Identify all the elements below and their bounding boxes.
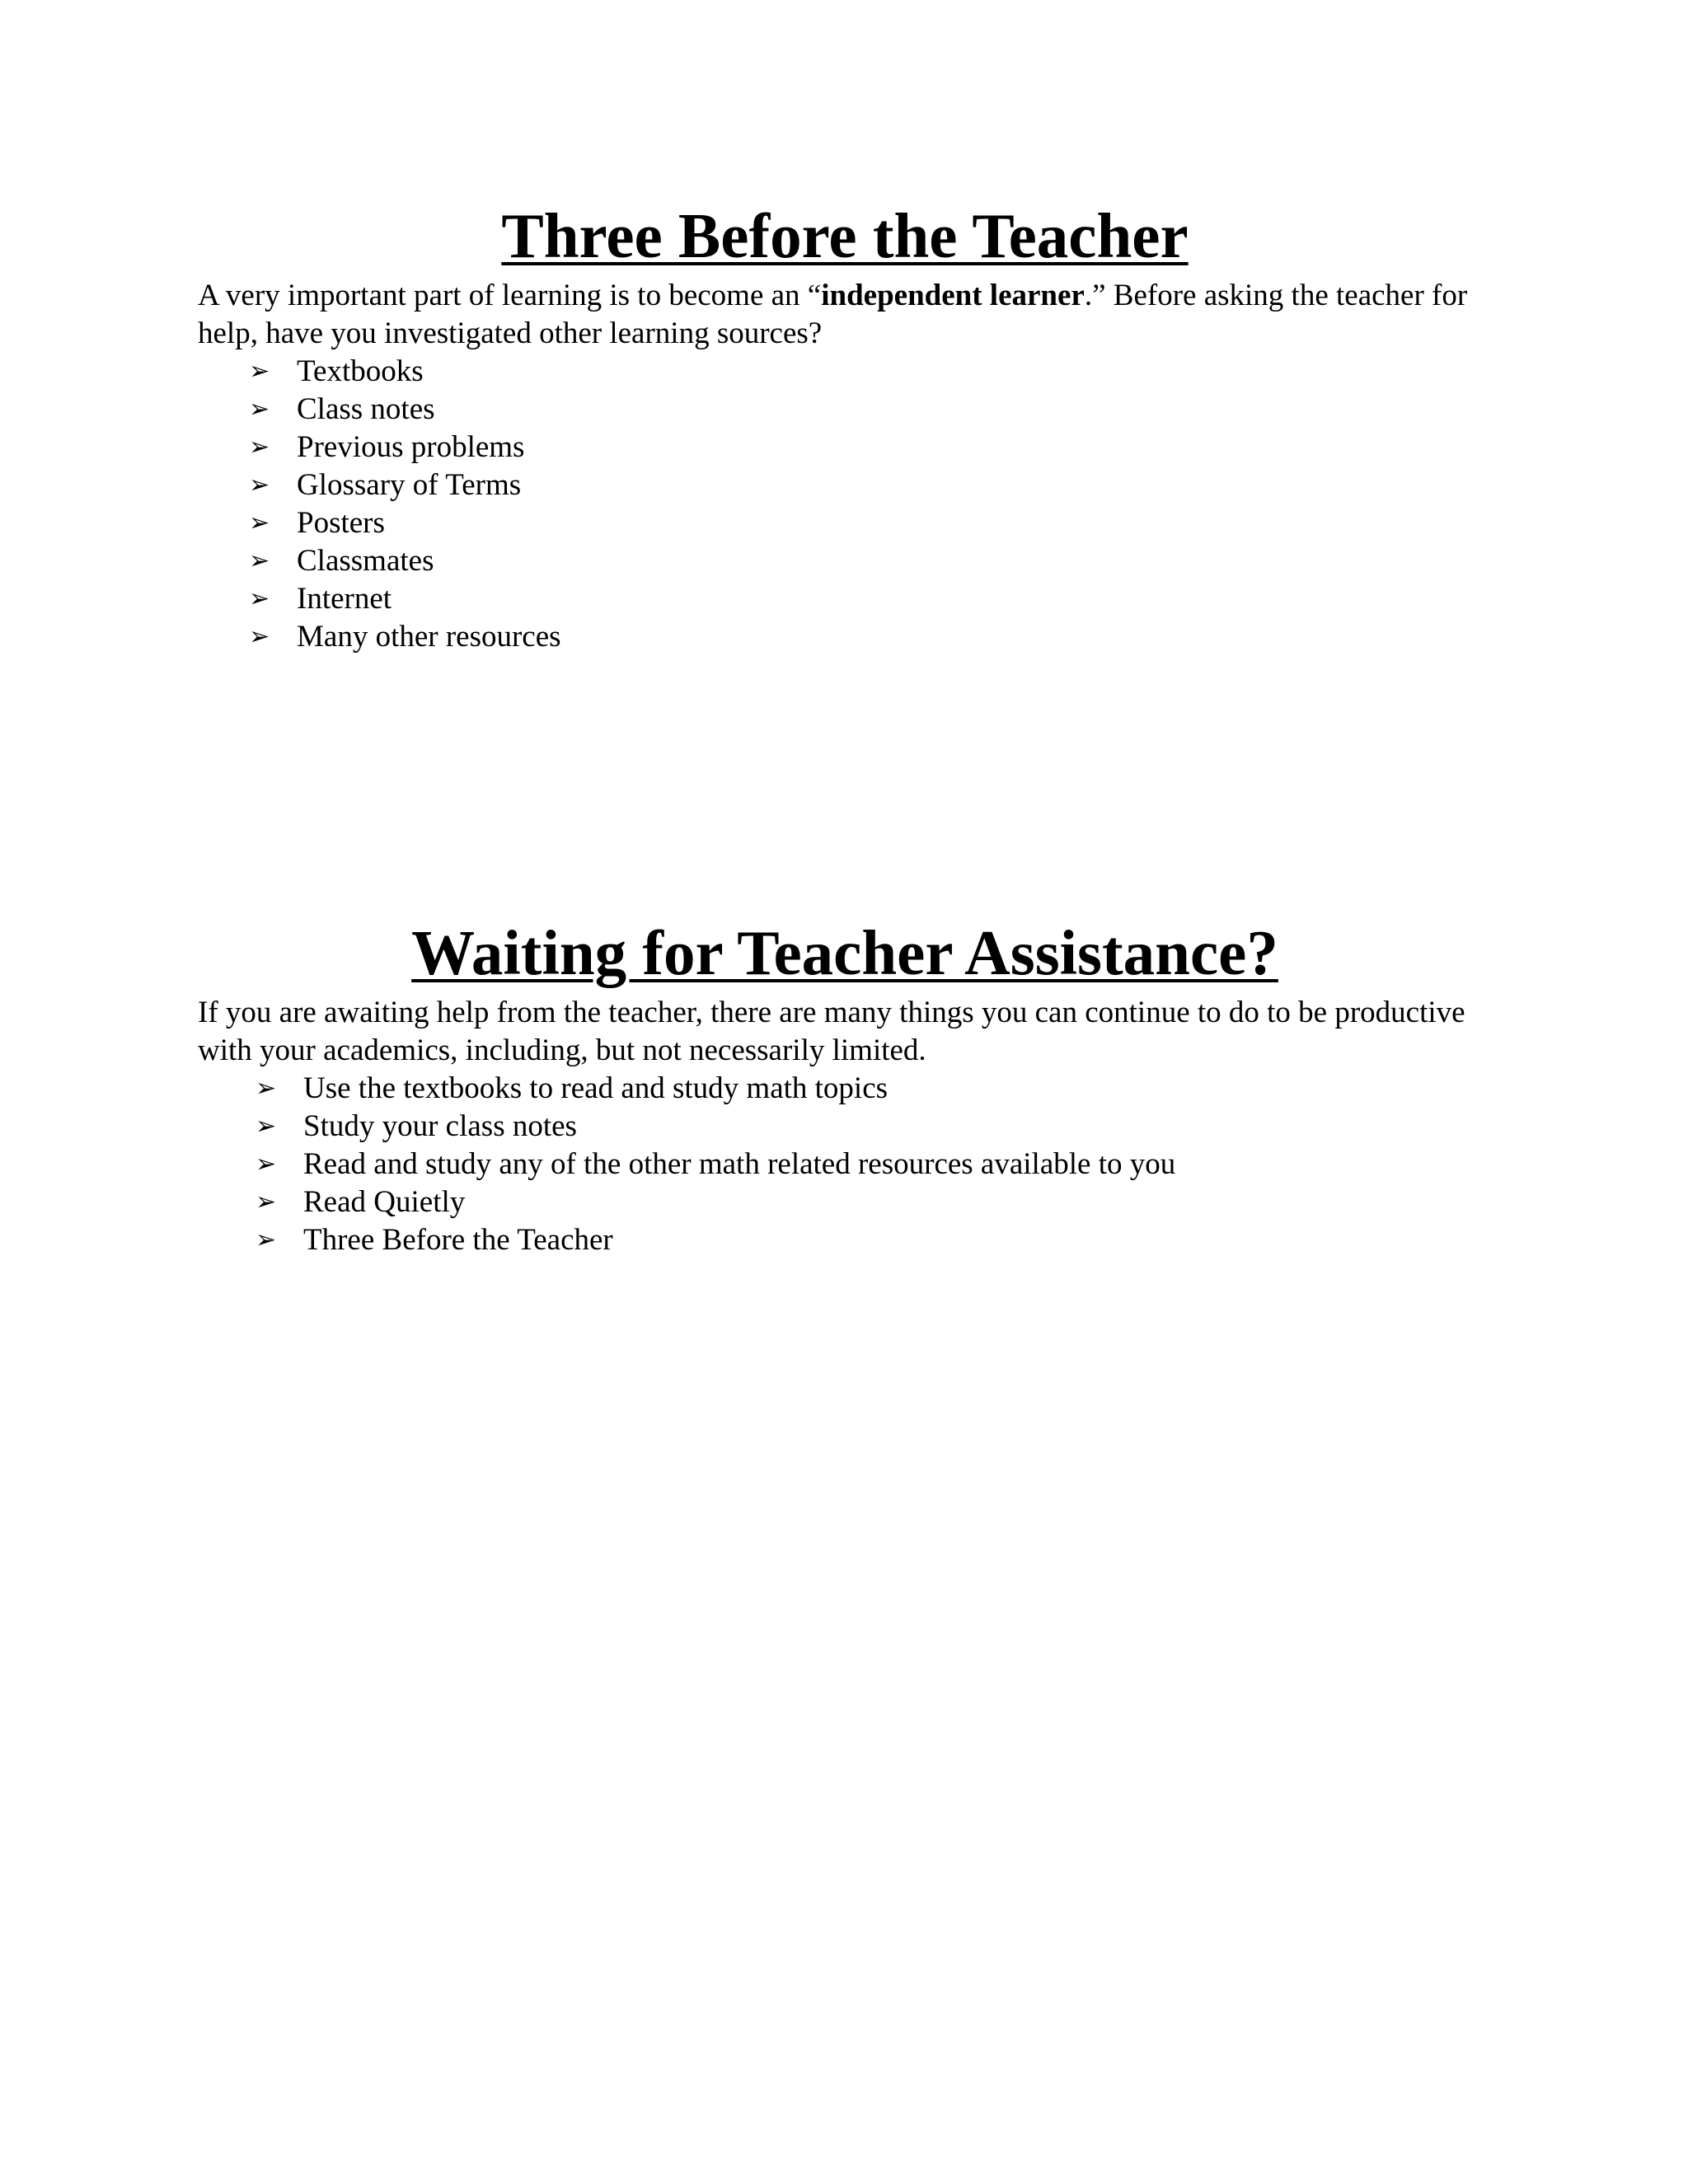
section-title: Three Before the Teacher bbox=[501, 200, 1189, 271]
list-item-text: Textbooks bbox=[297, 354, 424, 388]
list-item-text: Three Before the Teacher bbox=[303, 1223, 613, 1257]
arrowhead-bullet-icon: ➢ bbox=[256, 1074, 277, 1103]
list-item-text: Previous problems bbox=[297, 430, 525, 464]
arrowhead-bullet-icon: ➢ bbox=[249, 357, 270, 386]
list-item bbox=[198, 353, 1492, 391]
list-item-text: Posters bbox=[297, 506, 385, 540]
arrowhead-bullet-icon: ➢ bbox=[249, 395, 270, 424]
list-item-text: Internet bbox=[297, 582, 392, 616]
arrowhead-bullet-icon: ➢ bbox=[249, 584, 270, 613]
intro-text-end: .” Before asking the teacher for help, have you investigated other learning sources? bbox=[198, 279, 1468, 350]
arrowhead-bullet-icon: ➢ bbox=[249, 546, 270, 575]
arrowhead-bullet-icon: ➢ bbox=[249, 622, 270, 651]
list-item bbox=[198, 504, 1492, 542]
arrowhead-bullet-icon: ➢ bbox=[249, 471, 270, 499]
list-item bbox=[198, 542, 1492, 580]
section-waiting-for-assistance bbox=[198, 912, 1492, 1259]
arrowhead-bullet-icon: ➢ bbox=[256, 1150, 277, 1179]
list-item bbox=[198, 1146, 1492, 1183]
list-item-text: Use the textbooks to read and study math topics bbox=[303, 1071, 889, 1105]
list-item-text: Classmates bbox=[297, 544, 434, 578]
list-item bbox=[198, 1070, 1492, 1108]
list-item-text: Class notes bbox=[297, 392, 435, 426]
list-item bbox=[198, 1183, 1492, 1221]
section-title: Waiting for Teacher Assistance? bbox=[411, 917, 1278, 988]
intro-bold-term: independent learner bbox=[821, 279, 1085, 312]
arrowhead-bullet-icon: ➢ bbox=[256, 1188, 277, 1216]
resource-list bbox=[198, 353, 1492, 656]
list-item bbox=[198, 429, 1492, 466]
section-intro: If you are awaiting help from the teacher, there are many things you can continue to do to be productive with your academics, including, but not necessarily limited. bbox=[198, 996, 1465, 1067]
arrowhead-bullet-icon: ➢ bbox=[256, 1112, 277, 1141]
arrowhead-bullet-icon: ➢ bbox=[256, 1226, 277, 1254]
list-item bbox=[198, 1108, 1492, 1146]
list-item-text: Read and study any of the other math related resources available to you bbox=[303, 1147, 1176, 1181]
list-item-text: Glossary of Terms bbox=[297, 468, 522, 502]
list-item bbox=[198, 391, 1492, 429]
list-item bbox=[198, 466, 1492, 504]
list-item-text: Many other resources bbox=[297, 620, 561, 654]
arrowhead-bullet-icon: ➢ bbox=[249, 509, 270, 537]
list-item-text: Read Quietly bbox=[303, 1185, 466, 1219]
list-item bbox=[198, 618, 1492, 656]
list-item bbox=[198, 1221, 1492, 1259]
intro-text-start: A very important part of learning is to become an “ bbox=[198, 279, 822, 312]
arrowhead-bullet-icon: ➢ bbox=[249, 433, 270, 462]
list-item bbox=[198, 580, 1492, 618]
activity-list bbox=[198, 1070, 1492, 1259]
section-three-before-teacher bbox=[198, 194, 1492, 656]
list-item-text: Study your class notes bbox=[303, 1109, 577, 1143]
section-intro bbox=[198, 277, 1492, 353]
